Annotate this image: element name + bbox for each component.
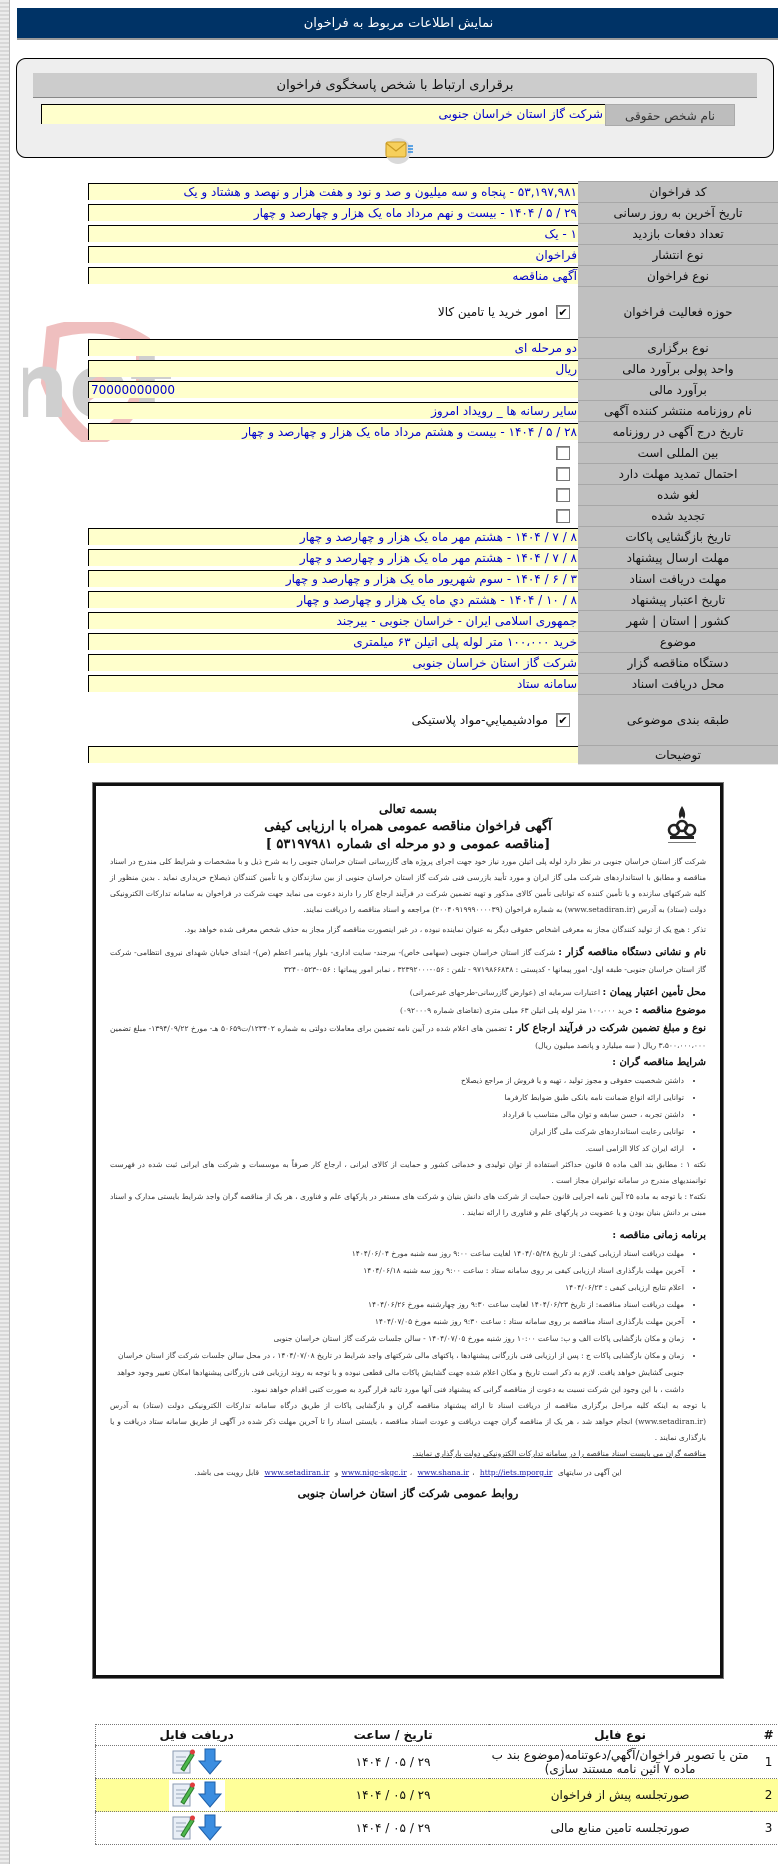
doc-fund-title: محل تأمین اعتبار پیمان : bbox=[602, 987, 706, 998]
value-code: ۵۳,۱۹۷,۹۸۱ - پنجاه و سه میلیون و صد و نود و هفت هزار و نهصد و هشتاد و یک bbox=[88, 183, 578, 200]
label-submit-deadline: مهلت ارسال پیشنهاد bbox=[578, 547, 778, 569]
row-last-update bbox=[88, 202, 778, 224]
row-extension bbox=[88, 463, 778, 485]
announcement-image[interactable] bbox=[93, 783, 723, 1678]
activity-checkbox[interactable]: ✔ bbox=[556, 305, 570, 319]
doc-links-prefix: این آگهی در سایتهای bbox=[557, 1468, 622, 1477]
doc-heading-line: [مناقصه عمومی و دو مرحله ای شماره ۵۳۱۹۷۹۸۱ ] bbox=[265, 837, 551, 852]
download-arrow-icon[interactable] bbox=[197, 1747, 223, 1778]
label-description: توضیحات bbox=[578, 745, 778, 765]
list-item: • اعلام نتایج ارزیابی کیفی : ۱۴۰۴/۰۶/۲۳ bbox=[110, 1279, 684, 1296]
label-holding-type: نوع برگزاری bbox=[578, 337, 778, 359]
doc-intro: شرکت گاز استان خراسان جنوبی در نظر دارد لوله پلی اتیلن مورد نیاز خود جهت اجرای پروژه های گازرسانی استان خراسان جنوبی را به شرح ذیل و با مشخصات و شرایط کلی مندرج در اسناد مناقصه و مطابق با استانداردهای شرکت ملی گاز ایران و مورد تأیید بازرسی فنی شرکت گاز استان خراسان جنوبی از بین سازندگان و یا تأمین کنندگان ذیصلاح خریداری نماید . بدین منظور از کلیه شرکتهای سازنده و یا تأمین کننده که توانایی تأمین کالای مذکور و تهیه تضمین شرکت در فرآیند ارجاع کار را دارند دعوت می نماید جهت شرکت در فراخوان به سامانه تدارکات الکترونیکی دولت (ستاد) به آدرس (www.setadiran.ir) به شماره فراخوان (۲۰۰۴۰۹۱۹۹۹۰۰۰۰۳۹) مراجعه و اسناد مناقصه را دریافت نمایند. bbox=[110, 857, 706, 914]
label-activity: حوزه فعالیت فراخوان bbox=[578, 286, 778, 338]
edit-document-icon[interactable] bbox=[171, 1813, 195, 1844]
contact-row bbox=[41, 104, 735, 124]
list-item: • توانایی رعایت استانداردهای شرکت ملی گاز ایران bbox=[110, 1123, 684, 1140]
row-doc-deadline bbox=[88, 568, 778, 590]
download-arrow-icon[interactable] bbox=[197, 1813, 223, 1844]
label-international: بین المللی است bbox=[578, 442, 778, 464]
list-item: • زمان و مکان بازگشایی پاکات الف و ب: ساعت ۱۰:۰۰ روز شنبه مورخ ۱۴۰۴/۰۷/۰۵ - سالن جلسات شرکت گاز استان خراسان جنوبی bbox=[110, 1330, 684, 1347]
page-title: نمایش اطلاعات مربوط به فراخوان bbox=[17, 8, 778, 40]
row-international bbox=[88, 442, 778, 464]
list-item: • آخرین مهلت بارگذاری اسناد مناقصه بر روی سامانه ستاد : ساعت ۹:۳۰ روز شنبه مورخ ۱۴۰۴/۰۷/۰۵ bbox=[110, 1313, 684, 1330]
row-organizer bbox=[88, 652, 778, 674]
label-category: طبقه بندی موضوعی bbox=[578, 694, 778, 746]
row-code bbox=[88, 181, 778, 203]
value-submit-deadline: ۸ / ۷ / ۱۴۰۴ - هشتم مهر ماه یک هزار و چهارصد و چهار bbox=[88, 549, 578, 566]
list-item: • آخرین مهلت بارگذاری اسناد ارزیابی کیفی بر روی سامانه ستاد : ساعت ۹:۰۰ روز سه شنبه ۱۴۰۴/۰۶/۱۸ bbox=[110, 1262, 684, 1279]
row-validity bbox=[88, 589, 778, 611]
file-date: ۲۹ / ۰۵ / ۱۴۰۴ bbox=[297, 1746, 489, 1779]
table-row bbox=[96, 1779, 778, 1812]
doc-subject: خرید ۱۰۰،۰۰۰ متر لوله پلی اتیلن ۶۳ میلی متری (تقاضای شماره ۰۹۲۰۰۰۹) bbox=[400, 1006, 633, 1015]
row-call-type bbox=[88, 265, 778, 287]
value-visits: ۱ - یک bbox=[88, 225, 578, 242]
label-doc-deadline: مهلت دریافت اسناد bbox=[578, 568, 778, 590]
label-organizer: دستگاه مناقصه گزار bbox=[578, 652, 778, 674]
file-download-cell bbox=[96, 1779, 298, 1812]
value-currency: ریال bbox=[88, 360, 578, 377]
value-publish-type: فراخوان bbox=[88, 246, 578, 263]
activity-option-label: امور خرید یا تامین کالا bbox=[437, 305, 548, 319]
doc-signature: روابط عمومی شرکت گاز استان خراسان جنوبی bbox=[297, 1487, 519, 1500]
col-num: # bbox=[751, 1725, 778, 1746]
row-holding-type bbox=[88, 337, 778, 359]
value-organizer: شرکت گاز استان خراسان جنوبی bbox=[88, 654, 578, 671]
link-shana[interactable]: www.shana.ir bbox=[417, 1468, 470, 1477]
value-holding-type: دو مرحله ای bbox=[88, 339, 578, 356]
doc-fund: اعتبارات سرمایه ای (عوارض گازرسانی-طرحهای غیرعمرانی) bbox=[409, 988, 601, 997]
row-description bbox=[88, 745, 778, 765]
label-cancelled: لغو شده bbox=[578, 484, 778, 506]
label-location: کشور | استان | شهر bbox=[578, 610, 778, 632]
row-estimate bbox=[88, 379, 778, 401]
doc-links-suffix: قابل رویت می باشد. bbox=[194, 1468, 260, 1477]
row-currency bbox=[88, 358, 778, 380]
file-date: ۲۹ / ۰۵ / ۱۴۰۴ bbox=[297, 1779, 489, 1812]
table-row bbox=[96, 1812, 778, 1845]
value-doc-place: سامانه ستاد bbox=[88, 675, 578, 692]
row-subject bbox=[88, 631, 778, 653]
doc-links: این آگهی در سایتهای www.nigc-skgc.ir ، www.shana.ir ، http://iets.mporg.irو www.setadiran.ir قابل رویت می باشد. bbox=[194, 1468, 622, 1477]
label-code: کد فراخوان bbox=[578, 181, 778, 203]
doc-subject-title: موضوع مناقصه : bbox=[634, 1005, 706, 1016]
list-item: • ارائه ایران کد کالا الزامی است. bbox=[110, 1140, 684, 1157]
label-currency: واحد پولی برآورد مالی bbox=[578, 358, 778, 380]
value-location: جمهوری اسلامی ایران - خراسان جنوبی - بیرجند bbox=[88, 612, 578, 629]
file-date: ۲۹ / ۰۵ / ۱۴۰۴ bbox=[297, 1812, 489, 1845]
doc-schedule-title: برنامه زمانی مناقصه : bbox=[612, 1230, 706, 1241]
doc-guarantee-title: نوع و مبلغ تضمین شرکت در فرآیند ارجاع کار : bbox=[509, 1023, 707, 1034]
category-option bbox=[412, 694, 570, 746]
label-newspaper: نام روزنامه منتشر کننده آگهی bbox=[578, 400, 778, 422]
list-item: • مهلت دریافت اسناد ارزیابی کیفی: از تاریخ ۱۴۰۴/۰۵/۲۸ لغایت ساعت ۹:۰۰ روز سه شنبه مورخ ۱۴۰۴/۰۶/۰۴ bbox=[110, 1245, 684, 1262]
file-type: صورتجلسه تامین منابع مالی bbox=[489, 1812, 751, 1845]
label-publish-type: نوع انتشار bbox=[578, 244, 778, 266]
international-checkbox[interactable] bbox=[556, 446, 570, 460]
file-type: متن یا تصویر فراخوان/آگهي/دعوتنامه(موضوع بند ب ماده ۷ آئین نامه مستند سازی) bbox=[489, 1746, 751, 1779]
file-type: صورتجلسه پیش از فراخوان bbox=[489, 1779, 751, 1812]
files-table bbox=[95, 1724, 778, 1845]
contact-panel bbox=[16, 58, 774, 158]
label-validity: تاریخ اعتبار پیشنهاد bbox=[578, 589, 778, 611]
extension-checkbox[interactable] bbox=[556, 467, 570, 481]
row-cancelled bbox=[88, 484, 778, 506]
label-newspaper-date: تاریخ درج آگهی در روزنامه bbox=[578, 421, 778, 443]
nigc-logo-icon bbox=[664, 804, 700, 848]
label-call-type: نوع فراخوان bbox=[578, 265, 778, 287]
link-nigc[interactable]: www.nigc-skgc.ir bbox=[341, 1468, 407, 1477]
row-doc-place bbox=[88, 673, 778, 695]
doc-closing2: مناقصه گران می بایست اسناد مناقصه را در سامانه تدارکات الکترونیکی دولت بارگذاری نمایند. bbox=[412, 1449, 706, 1458]
file-num: 1 bbox=[751, 1746, 778, 1779]
list-item: • زمان و مکان بازگشایی پاکات ج : پس از ارزیابی فنی بازرگانی پیشنهادها ، پاکتهای مالی شرکتهای واجد شرایط در تاریخ ۱۴۰۴/۰۷/۰۸ ، در محل سالن جلسات شرکت گاز استان خراسان جنوبی گشایش خواهد یافت. لازم به ذکر است تاریخ و مکان اعلام شده جهت گشایش پاکات مالی قطعی نبوده و با توجه به روند ارزیابی فنی بازرگانی پیشنهادها امکان تغییر وجود خواهد داشت ، با این وجود این شرکت نسبت به دعوت از مناقصه گرانی که پیشنهاد فنی آنها مورد تائید قرار گیرد به صورت کتبی اقدام خواهد نمود. bbox=[110, 1347, 684, 1398]
doc-guarantee: تضمین های اعلام شده در آیین نامه تضمین برای معاملات دولتی به شماره ۱۲۳۴۰۲/ت۵۰۶۵۹ هـ- مورخ ۱۳۹۴/۰۹/۲۲- مبلغ تضمین ۳،۵۰۰،۰۰۰،۰۰۰ ریال ( سه میلیارد و پانصد میلیون ریال) bbox=[110, 1024, 706, 1050]
link-iets[interactable]: http://iets.mporg.ir bbox=[479, 1468, 553, 1477]
row-newspaper-date bbox=[88, 421, 778, 443]
row-opening-date bbox=[88, 526, 778, 548]
value-newspaper-date: ۲۸ / ۵ / ۱۴۰۴ - بیست و هشتم مرداد ماه یک هزار و چهارصد و چهار bbox=[88, 423, 578, 440]
files-table-header bbox=[96, 1725, 778, 1746]
label-subject: موضوع bbox=[578, 631, 778, 653]
file-download-cell bbox=[96, 1746, 298, 1779]
list-item: • توانایی ارائه انواع ضمانت نامه بانکی طبق ضوابط کارفرما bbox=[110, 1089, 684, 1106]
edit-document-icon[interactable] bbox=[171, 1747, 195, 1778]
row-newspaper bbox=[88, 400, 778, 422]
value-doc-deadline: ۳ / ۶ / ۱۴۰۴ - سوم شهریور ماه یک هزار و چهارصد و چهار bbox=[88, 570, 578, 587]
row-location bbox=[88, 610, 778, 632]
category-option-label: موادشیمیایي-مواد پلاستیکی bbox=[411, 713, 548, 727]
contact-label: نام شخص حقوقی bbox=[605, 104, 735, 126]
link-setadiran[interactable]: www.setadiran.ir bbox=[264, 1468, 330, 1477]
value-estimate: 70000000000 bbox=[88, 381, 578, 398]
doc-heading-line: بسمه تعالی bbox=[378, 802, 438, 816]
list-item: • مهلت دریافت اسناد مناقصه: از تاریخ ۱۴۰۴/۰۶/۲۳ لغایت ساعت ۹:۳۰ روز چهارشنبه مورخ ۱۴۰۴/۰۶/۲۶ bbox=[110, 1296, 684, 1313]
download-arrow-icon[interactable] bbox=[197, 1780, 223, 1811]
value-validity: ۸ / ۱۰ / ۱۴۰۴ - هشتم دي ماه یک هزار و چهارصد و چهار bbox=[88, 591, 578, 608]
category-checkbox[interactable]: ✔ bbox=[556, 713, 570, 727]
doc-heading bbox=[110, 800, 706, 854]
doc-note1: نکته ۱ : مطابق بند الف ماده ۵ قانون حداکثر استفاده از توان تولیدی و خدماتی کشور و حمایت از کالای ایرانی ، ارجاع کار صرفاً به موسسات و شرکت های ایرانی ثبت شده در فهرست توانمندیهای مندرج در سامانه توانیران مجاز است . bbox=[110, 1160, 706, 1185]
doc-closing: با توجه به اینکه کلیه مراحل برگزاری مناقصه از دریافت اسناد تا ارائه پیشنهاد مناقصه گران و بازگشایی پاکات از طریق درگاه سامانه تدارکات الکترونیکی دولت (ستاد) به آدرس (www.setadiran.ir) انجام خواهد شد ، هر یک از مناقصه گران جهت دریافت و عودت اسناد مناقصه ، بایستی اسناد را تا آخرین مهلت ذکر شده در آگهی از طریق سامانه ستاد دریافت و یا بارگذاری نمایند . bbox=[110, 1401, 706, 1442]
file-num: 2 bbox=[751, 1779, 778, 1812]
list-item: • داشتن تجربه ، حسن سابقه و توان مالی متناسب با قرارداد bbox=[110, 1106, 684, 1123]
contact-value: شرکت گاز استان خراسان جنوبی bbox=[41, 104, 605, 124]
doc-heading-line: آگهی فراخوان مناقصه عمومی همراه با ارزیابی کیفی bbox=[264, 819, 552, 834]
table-row bbox=[96, 1746, 778, 1779]
label-opening-date: تاریخ بازگشایی پاکات bbox=[578, 526, 778, 548]
file-download-cell bbox=[96, 1812, 298, 1845]
row-category bbox=[88, 694, 778, 746]
value-subject: خرید ۱۰۰،۰۰۰ متر لوله پلی اتیلن ۶۳ میلمتری bbox=[88, 633, 578, 650]
doc-note2: نکته۲ : با توجه به ماده ۲۵ آیین نامه اجرایی قانون حمایت از شرکت های دانش بنیان و شرکت های مستقر در پارکهای علم و فناوری ، هر یک از مناقصه گران واجد شرایط بایستی مدارک و اسناد مبنی بر دانش بنیان بودن و یا عضویت در پارکهای علم و فناوری را ارائه نمایند . bbox=[110, 1192, 706, 1217]
doc-note: تذکر : هیچ یک از تولید کنندگان مجاز به معرفی اشخاص حقوقی دیگر به عنوان نماینده نبوده ، در غیر اینصورت مناقصه گزار مجاز به حذف شخص معرفی شده خواهد بود. bbox=[184, 925, 706, 934]
label-estimate: برآورد مالی bbox=[578, 379, 778, 401]
doc-conditions-list bbox=[110, 1072, 706, 1157]
list-item: • داشتن شخصیت حقوقی و مجوز تولید ، تهیه و یا فروش از مراجع ذیصلاح bbox=[110, 1072, 684, 1089]
value-call-type: آگهی مناقصه bbox=[88, 267, 578, 284]
file-num: 3 bbox=[751, 1812, 778, 1845]
col-date: تاریخ / ساعت bbox=[297, 1725, 489, 1746]
contact-panel-title: برقراری ارتباط با شخص پاسخگوی فراخوان bbox=[33, 73, 757, 98]
row-publish-type bbox=[88, 244, 778, 266]
left-edge-strip bbox=[0, 0, 10, 1864]
page bbox=[11, 0, 778, 1864]
label-last-update: تاریخ آخرین به روز رسانی bbox=[578, 202, 778, 224]
value-newspaper: سایر رسانه ها _ رویداد امروز bbox=[88, 402, 578, 419]
row-visits bbox=[88, 223, 778, 245]
label-doc-place: محل دریافت اسناد bbox=[578, 673, 778, 695]
renewed-checkbox[interactable] bbox=[556, 509, 570, 523]
label-extension: احتمال تمدید مهلت دارد bbox=[578, 463, 778, 485]
doc-address: شرکت گاز استان خراسان جنوبی (سهامی خاص)- بیرجند- سایت اداری- بلوار پیامبر اعظم (ص)- ابتدای خیابان شهدای نیروی انتظامی- شرکت گاز استان خراسان جنوبی- طبقه اول- امور پیمانها - کدپستی : ۹۷۱۹۸۶۶۸۳۸ - تلفن : ۰۵۶-۳۲۳۹۲۰۰۰ ، نمابر امور پیمانها : ۰۵۶-۳۲۴۰۰۵۲۳ bbox=[110, 948, 706, 974]
label-visits: تعداد دفعات بازدید bbox=[578, 223, 778, 245]
row-activity bbox=[88, 286, 778, 338]
value-opening-date: ۸ / ۷ / ۱۴۰۴ - هشتم مهر ماه یک هزار و چهارصد و چهار bbox=[88, 528, 578, 545]
row-renewed bbox=[88, 505, 778, 527]
edit-document-icon[interactable] bbox=[171, 1780, 195, 1811]
doc-address-title: نام و نشانی دستگاه مناقصه گزار : bbox=[558, 947, 706, 958]
envelope-icon[interactable] bbox=[378, 135, 418, 165]
doc-conditions-title: شرایط مناقصه گران : bbox=[612, 1057, 706, 1068]
row-submit-deadline bbox=[88, 547, 778, 569]
col-type: نوع فایل bbox=[489, 1725, 751, 1746]
value-last-update: ۲۹ / ۵ / ۱۴۰۴ - بیست و نهم مرداد ماه یک هزار و چهارصد و چهار bbox=[88, 204, 578, 221]
cancelled-checkbox[interactable] bbox=[556, 488, 570, 502]
activity-option bbox=[438, 286, 570, 338]
value-description bbox=[88, 746, 578, 763]
col-download: دریافت فایل bbox=[96, 1725, 298, 1746]
doc-schedule-list bbox=[110, 1245, 706, 1398]
label-renewed: تجدید شده bbox=[578, 505, 778, 527]
